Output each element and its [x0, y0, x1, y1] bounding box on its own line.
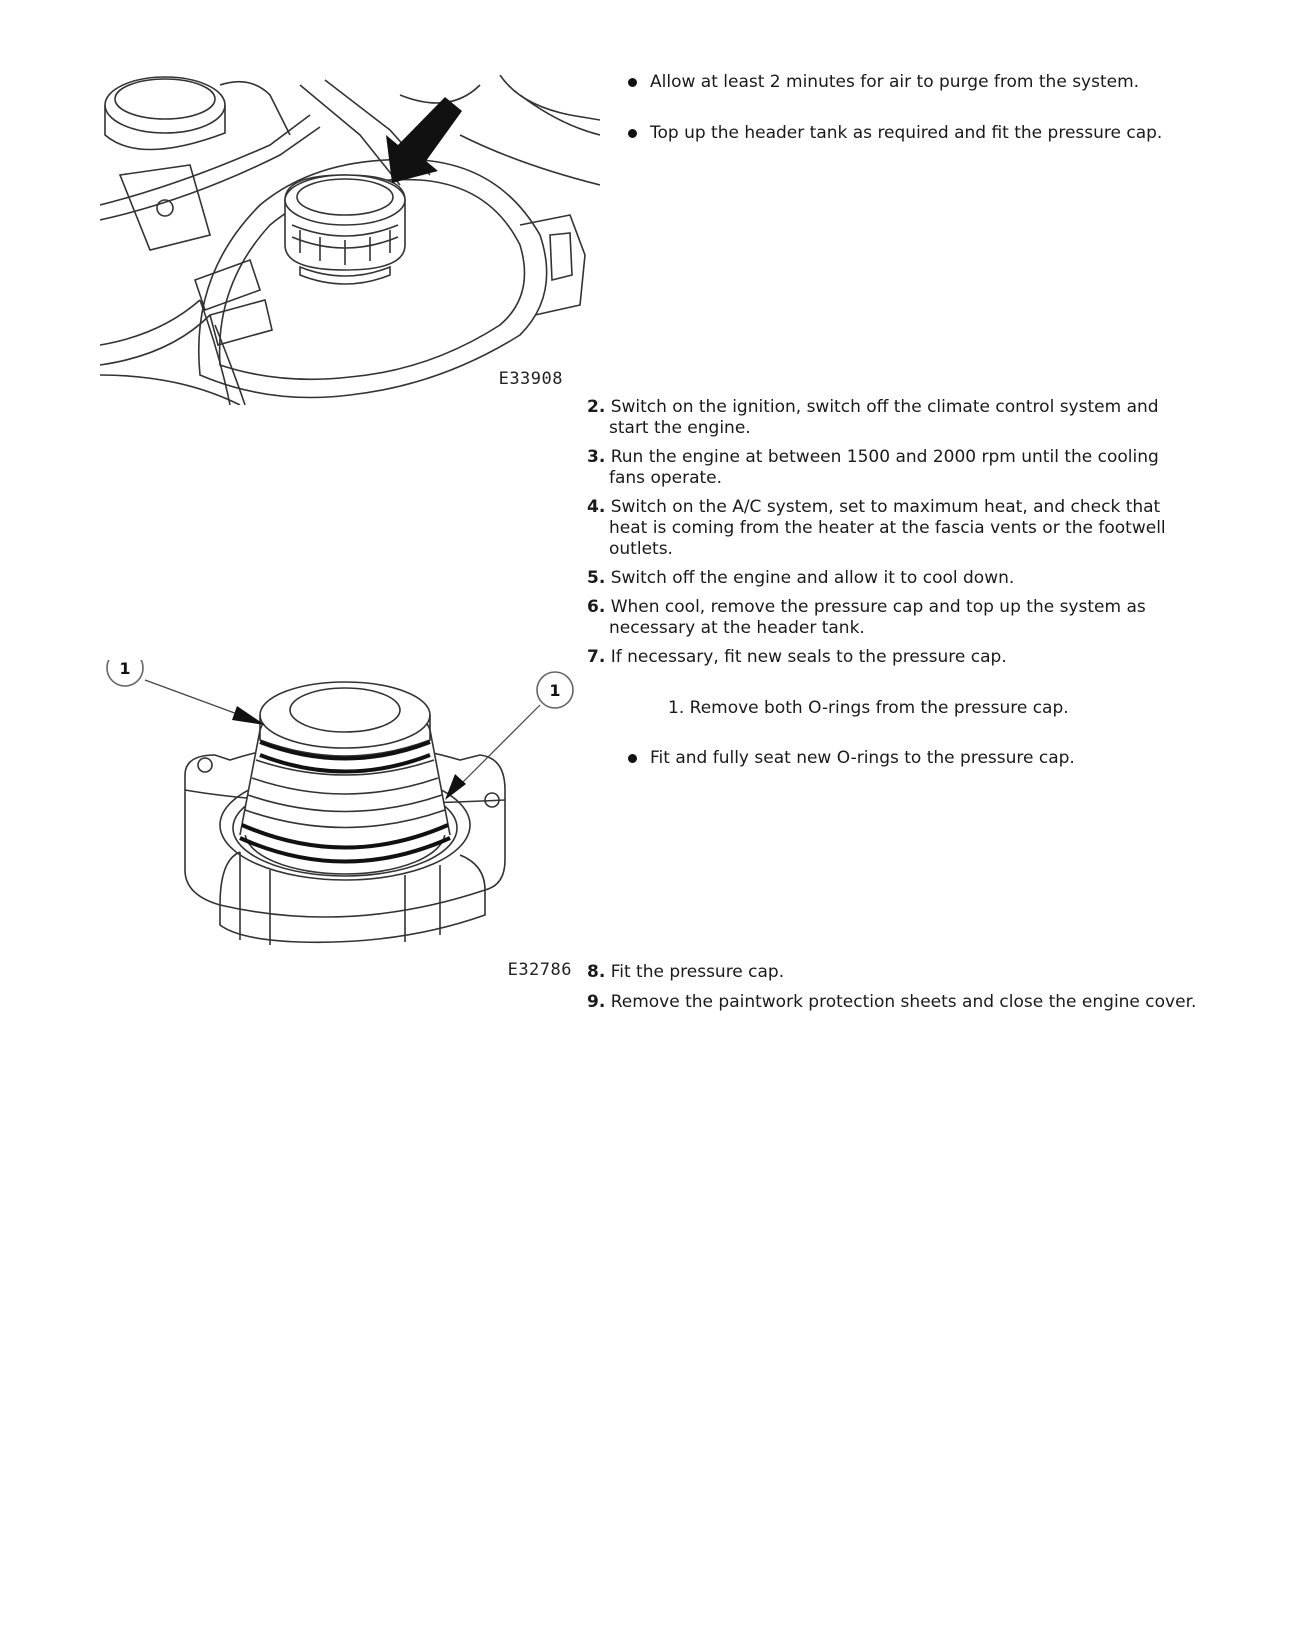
step-number: 7. [587, 647, 606, 667]
step-6 [587, 597, 1199, 639]
callout-label-right: 1 [549, 681, 561, 700]
bullet-fit-orings: Fit and fully seat new O-rings to the pressure cap. [650, 748, 1190, 769]
step-number: 2. [587, 397, 606, 417]
header-tank-illustration [100, 75, 600, 405]
step-2 [587, 397, 1199, 439]
step-text: When cool, remove the pressure cap and top up the system as necessary at the header tank. [609, 597, 1146, 638]
step-text: Run the engine at between 1500 and 2000 rpm until the cooling fans operate. [609, 447, 1159, 488]
step-7 [587, 647, 1199, 668]
step-number: 8. [587, 962, 606, 982]
step-4 [587, 497, 1199, 560]
step-text: Remove the paintwork protection sheets and close the engine cover. [610, 992, 1197, 1012]
figure-code: E33908 [498, 369, 563, 389]
pointer-arrow-icon [386, 97, 462, 183]
step-text: If necessary, fit new seals to the pressure cap. [610, 647, 1007, 667]
substep-number: 1. [668, 698, 685, 718]
step-3 [587, 447, 1199, 489]
bullet-allow-purge: Allow at least 2 minutes for air to purge from the system. [650, 72, 1190, 93]
substep-text: Remove both O-rings from the pressure cap. [689, 698, 1069, 718]
step-text: Switch off the engine and allow it to cool down. [610, 568, 1015, 588]
step-text: Fit the pressure cap. [610, 962, 785, 982]
step-number: 9. [587, 992, 606, 1012]
step-number: 4. [587, 497, 606, 517]
step-text: Switch on the ignition, switch off the climate control system and start the engine. [609, 397, 1159, 438]
step-text: Switch on the A/C system, set to maximum heat, and check that heat is coming from the heater at the fascia vents or the footwell outlets. [609, 497, 1166, 559]
step-8 [587, 962, 1199, 983]
figure-code: E32786 [507, 960, 572, 980]
bullet-top-up: Top up the header tank as required and fit the pressure cap. [650, 123, 1190, 144]
substep-remove-orings [668, 698, 1168, 719]
figure-header-tank [100, 75, 600, 405]
step-9 [587, 992, 1199, 1013]
step-5 [587, 568, 1199, 589]
step-number: 3. [587, 447, 606, 467]
pressure-cap-illustration [100, 660, 600, 995]
step-number: 6. [587, 597, 606, 617]
step-number: 5. [587, 568, 606, 588]
figure-pressure-cap [100, 660, 600, 995]
callout-label-left: 1 [119, 660, 131, 678]
